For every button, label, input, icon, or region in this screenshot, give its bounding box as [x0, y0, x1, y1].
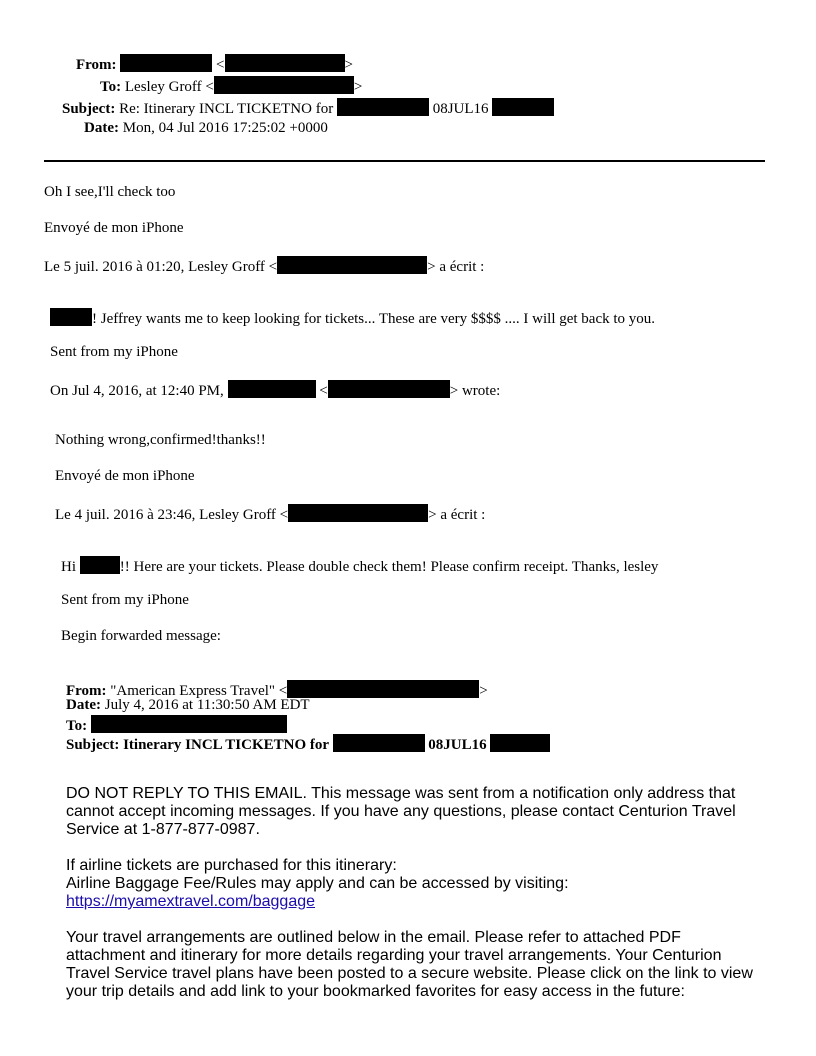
redaction: [225, 54, 345, 72]
quote-attribution-suffix: > wrote:: [449, 383, 501, 399]
body-line: If airline tickets are purchased for this itinerary:: [66, 857, 397, 874]
fwd-date-row: [66, 697, 310, 714]
header-from-row: [76, 54, 353, 74]
header-to-row: [100, 76, 362, 96]
message-body: ! Jeffrey wants me to keep looking for tickets... These are very $$$$ .... I will get back to you.: [92, 311, 656, 327]
fwd-date-value: July 4, 2016 at 11:30:50 AM EDT: [104, 697, 310, 713]
redaction: [277, 256, 427, 274]
fwd-subject-value: Itinerary INCL TICKETNO for: [123, 737, 329, 753]
redaction: [333, 734, 425, 752]
message-text: Nothing wrong,confirmed!thanks!!: [55, 432, 266, 448]
redaction: [337, 98, 429, 116]
fwd-subject-label: Subject:: [66, 737, 120, 753]
greeting: Hi: [61, 559, 76, 575]
quote-attribution-prefix: Le 5 juil. 2016 à 01:20, Lesley Groff <: [44, 259, 278, 275]
signature: Envoyé de mon iPhone: [55, 468, 195, 484]
header-to-name: Lesley Groff: [124, 79, 202, 95]
body-paragraph: DO NOT REPLY TO THIS EMAIL. This message was sent from a notification only address that cannot accept incoming messages. If you have any questions, please contact Centurion Travel Service at 1-877-877-0987.: [66, 785, 736, 838]
header-date-row: [84, 120, 328, 137]
redaction: [490, 734, 550, 752]
header-to-label: To:: [100, 79, 122, 95]
header-date-value: Mon, 04 Jul 2016 17:25:02 +0000: [122, 120, 328, 136]
redaction: [50, 308, 92, 326]
fwd-date-label: Date:: [66, 697, 101, 713]
signature: Sent from my iPhone: [61, 592, 189, 608]
quote-attribution: [55, 504, 485, 524]
body-paragraph: [66, 857, 756, 911]
fwd-subject-row: [66, 734, 550, 754]
angle-open: <: [319, 383, 328, 399]
quote-attribution: [44, 256, 484, 276]
fwd-to-label: To:: [66, 718, 88, 734]
quote-attribution-prefix: Le 4 juil. 2016 à 23:46, Lesley Groff <: [55, 507, 289, 523]
angle-close: >: [344, 57, 353, 73]
redaction: [328, 380, 450, 398]
quote-attribution-suffix: > a écrit :: [428, 507, 486, 523]
angle-close: >: [479, 683, 488, 699]
redaction: [91, 715, 287, 733]
header-subject-date: 08JUL16: [432, 101, 489, 117]
fwd-from-value: "American Express Travel" <: [110, 683, 288, 699]
angle-open: <: [201, 79, 214, 95]
header-subject-text: Re: Itinerary INCL TICKETNO for: [119, 101, 334, 117]
header-subject-row: [62, 98, 554, 118]
message-text: Oh I see,I'll check too: [44, 184, 176, 200]
redaction: [492, 98, 554, 116]
redaction: [80, 556, 120, 574]
header-date-label: Date:: [84, 120, 119, 136]
angle-close: >: [353, 79, 363, 95]
header-divider: [44, 160, 765, 162]
redaction: [120, 54, 212, 72]
quote-attribution-prefix: On Jul 4, 2016, at 12:40 PM,: [50, 383, 224, 399]
signature: Sent from my iPhone: [50, 344, 178, 360]
redaction: [287, 680, 479, 698]
message-text: [50, 308, 655, 328]
header-from-label: From:: [76, 57, 117, 73]
redaction: [214, 76, 354, 94]
fwd-subject-date: 08JUL16: [428, 737, 487, 753]
fwd-to-row: [66, 715, 287, 735]
forward-intro: Begin forwarded message:: [61, 628, 221, 644]
header-subject-label: Subject:: [62, 101, 116, 117]
quote-attribution: [50, 380, 500, 400]
quote-attribution-suffix: > a écrit :: [427, 259, 485, 275]
message-body: !! Here are your tickets. Please double check them! Please confirm receipt. Thanks, lesley: [119, 559, 659, 575]
redaction: [228, 380, 316, 398]
body-paragraph: Your travel arrangements are outlined below in the email. Please refer to attached PDF attachment and itinerary for more details regarding your travel arrangements. Your Centurion Travel Service travel plans have been posted to a secure website. Please click on the link to view your trip details and add link to your bookmarked favorites for easy access in the future:: [66, 929, 753, 1000]
fwd-from-label: From:: [66, 683, 107, 699]
baggage-link[interactable]: https://myamextravel.com/baggage: [66, 893, 316, 910]
angle-open: <: [216, 57, 225, 73]
body-line: Airline Baggage Fee/Rules may apply and can be accessed by visiting:: [66, 875, 569, 892]
redaction: [288, 504, 428, 522]
signature: Envoyé de mon iPhone: [44, 220, 184, 236]
message-text: [61, 556, 658, 576]
